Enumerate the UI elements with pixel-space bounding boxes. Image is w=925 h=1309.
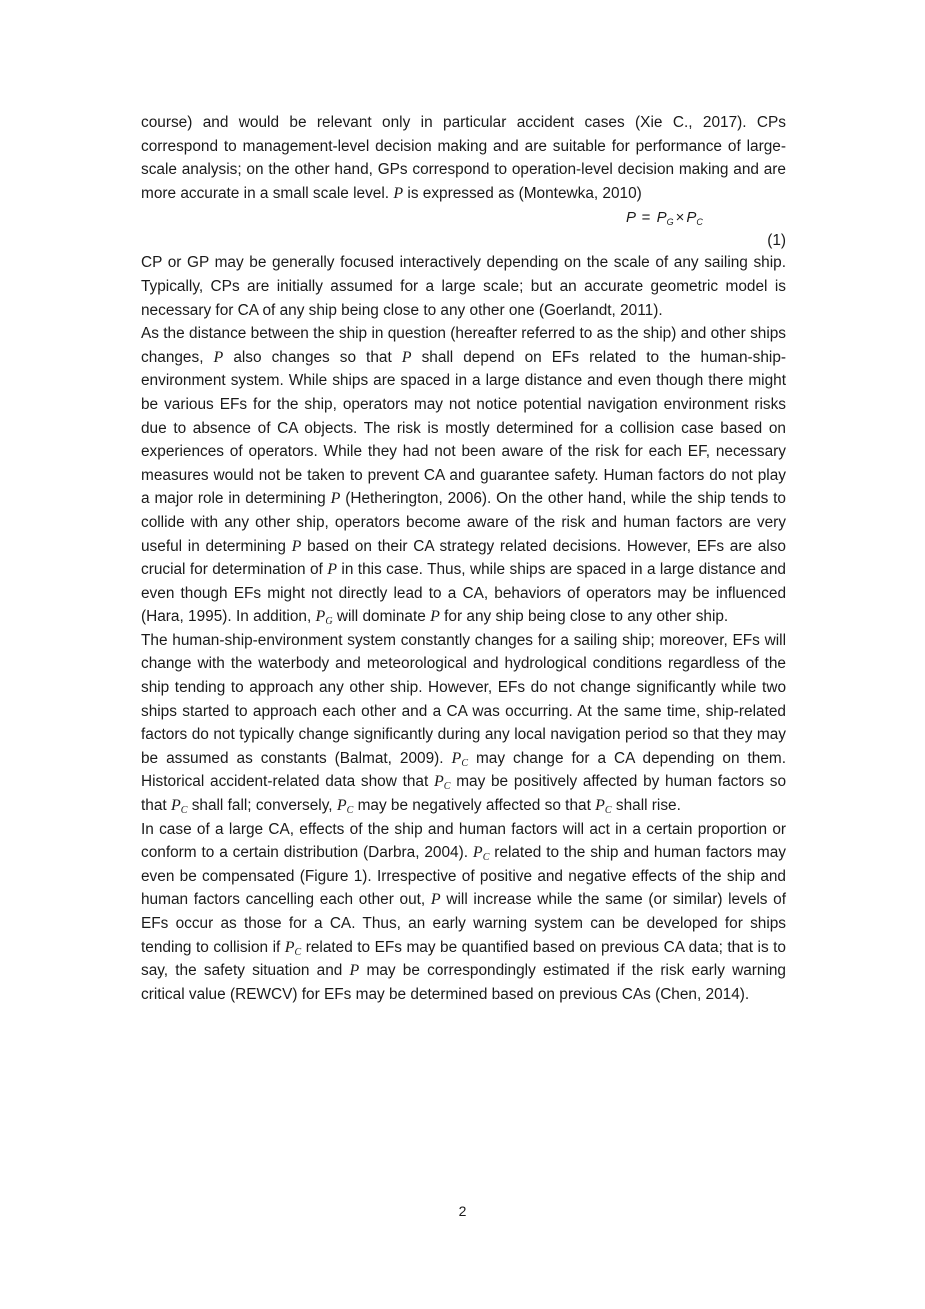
paragraph-text: shall fall; conversely, xyxy=(191,797,333,815)
symbol-base: P xyxy=(336,797,347,815)
symbol-base: P xyxy=(315,608,326,626)
symbol-sub: C xyxy=(482,852,490,864)
symbol-p: P xyxy=(430,891,441,909)
symbol-p: P xyxy=(213,348,224,366)
equation-number: (1) xyxy=(767,232,786,250)
symbol-p-c xyxy=(595,797,612,817)
paragraph-4 xyxy=(141,629,786,818)
paragraph-text: related to the ship and human factors may even be compensated (Figure 1). Irrespective of positive and negative effects of the ship and human factors cancelling each other out, xyxy=(141,844,786,909)
paragraph-text: As the distance between the ship in question (hereafter referred to as the ship) and other ships changes, xyxy=(141,325,786,366)
equation-formula xyxy=(626,209,703,226)
symbol-p: P xyxy=(430,608,440,626)
paragraph-5 xyxy=(141,818,786,1007)
symbol-p-c xyxy=(452,750,468,767)
paragraph-3 xyxy=(141,322,786,629)
symbol-sub: C xyxy=(604,805,612,817)
symbol-p: P xyxy=(401,348,412,366)
paragraph-text: also changes so that xyxy=(233,348,392,366)
equation-equals: = xyxy=(641,209,651,227)
paragraph-text: may be correspondingly estimated if the risk early warning critical value (REWCV) for EFs may be determined based on previous CAs (Chen, 2014). xyxy=(141,962,786,1003)
symbol-sub: C xyxy=(346,805,354,817)
symbol-p-g xyxy=(315,608,333,628)
paragraph-text: may be positively affected by human factors so that xyxy=(141,773,787,815)
symbol-p-c xyxy=(472,844,490,864)
page-number: 2 xyxy=(458,1203,467,1219)
paragraph-2: CP or GP may be generally focused interactively depending on the scale of any sailing ship. Typically, CPs are initially assumed for a large scale; but an accurate geometric model is necessary for CA of any ship being close to any other one (Goerlandt, 2011). xyxy=(141,254,786,319)
equation-1 xyxy=(141,205,786,251)
symbol-p: P xyxy=(291,537,302,555)
symbol-p-c xyxy=(170,797,188,817)
paragraph-text: will dominate xyxy=(336,608,426,626)
paragraph-text: course) and would be relevant only in particular accident cases (Xie C., 2017). CPs correspond to management-level decision making and are suitable for performance of large-scale analysis; on the other hand, GPs correspond to operation-level decision making and are more accurate in a small scale level. xyxy=(141,114,786,202)
paragraph-text: shall depend on EFs related to the human-ship-environment system. While ships are spaced in a large distance and even though there might be various EFs for the ship, operators may not notice potential navigation environment risks due to absence of CA objects. The risk is mostly determined for a collision case based on experiences of operators. While they had not been aware of the risk for each EF, necessary measures would not be taken to prevent CA and guarantee safety. Human factors do not play a major role in determining xyxy=(141,348,787,508)
paragraph-text: (Hetherington, 2006). On the other hand, while the ship tends to collide with any other ship, operators become aware of the risk and human factors are very useful in determining xyxy=(141,490,786,555)
symbol-base: P xyxy=(472,844,483,862)
paragraph-text: for any ship being close to any other ship. xyxy=(444,608,729,626)
paragraph-text: The human-ship-environment system constantly changes for a sailing ship; moreover, EFs will change with the waterbody and meteorological and hydrological conditions regardless of the ship tending to approach any other ship. However, EFs do not change significantly while two ships started to approach each other and a CA was occurring. At the same time, ship-related factors do not typically change significantly during any local navigation period so that they may be assumed as constants (Balmat, 2009). xyxy=(141,631,786,767)
symbol-sub: G xyxy=(325,616,333,628)
equation-term2-sub: C xyxy=(696,217,703,228)
symbol-sub: C xyxy=(461,757,468,769)
symbol-base: P xyxy=(595,797,605,815)
symbol-base: P xyxy=(434,773,444,791)
paragraph-text: is expressed as (Montewka, 2010) xyxy=(407,184,642,202)
symbol-base: P xyxy=(284,938,295,956)
symbol-sub: C xyxy=(443,781,451,793)
paragraph-text: will increase while the same (or similar) levels of EFs occur as those for a CA. Thus, an early warning system can be developed for ships tending to collision if xyxy=(141,891,787,956)
symbol-p: P xyxy=(330,490,341,508)
paragraph-text: related to EFs may be quantified based on previous CA data; that is to say, the safety situation and xyxy=(141,938,786,980)
symbol-sub: C xyxy=(294,946,302,958)
paragraph-text: In case of a large CA, effects of the ship and human factors will act in a certain proportion or conform to a certain distribution (Darbra, 2004). xyxy=(141,820,786,862)
symbol-sub: C xyxy=(180,805,188,817)
page-body xyxy=(141,111,786,1006)
symbol-base: P xyxy=(170,797,181,815)
equation-term2: P xyxy=(686,209,697,227)
paragraph-text: based on their CA strategy related decisions. However, EFs are also crucial for determination of xyxy=(141,537,786,579)
symbol-p: P xyxy=(393,184,404,202)
symbol-p-c xyxy=(336,797,354,817)
equation-term1: P xyxy=(656,209,667,227)
equation-lhs: P xyxy=(626,209,636,227)
equation-times: × xyxy=(675,209,685,227)
symbol-p-c xyxy=(434,773,451,793)
equation-term1-sub: G xyxy=(666,217,674,228)
paragraph-text: in this case. Thus, while ships are spaced in a large distance and even though EFs might not directly lead to a CA, behaviors of operators may be influenced (Hara, 1995). In addition, xyxy=(141,561,786,626)
symbol-base: P xyxy=(451,749,462,767)
symbol-p: P xyxy=(327,561,337,579)
paragraph-text: shall rise. xyxy=(615,797,681,815)
paragraph-text: may be negatively affected so that xyxy=(357,797,591,815)
paragraph-text: may change for a CA depending on them. Historical accident-related data show that xyxy=(141,749,786,791)
symbol-p-c xyxy=(285,939,301,956)
symbol-p: P xyxy=(349,962,360,980)
paragraph-1 xyxy=(141,111,786,205)
